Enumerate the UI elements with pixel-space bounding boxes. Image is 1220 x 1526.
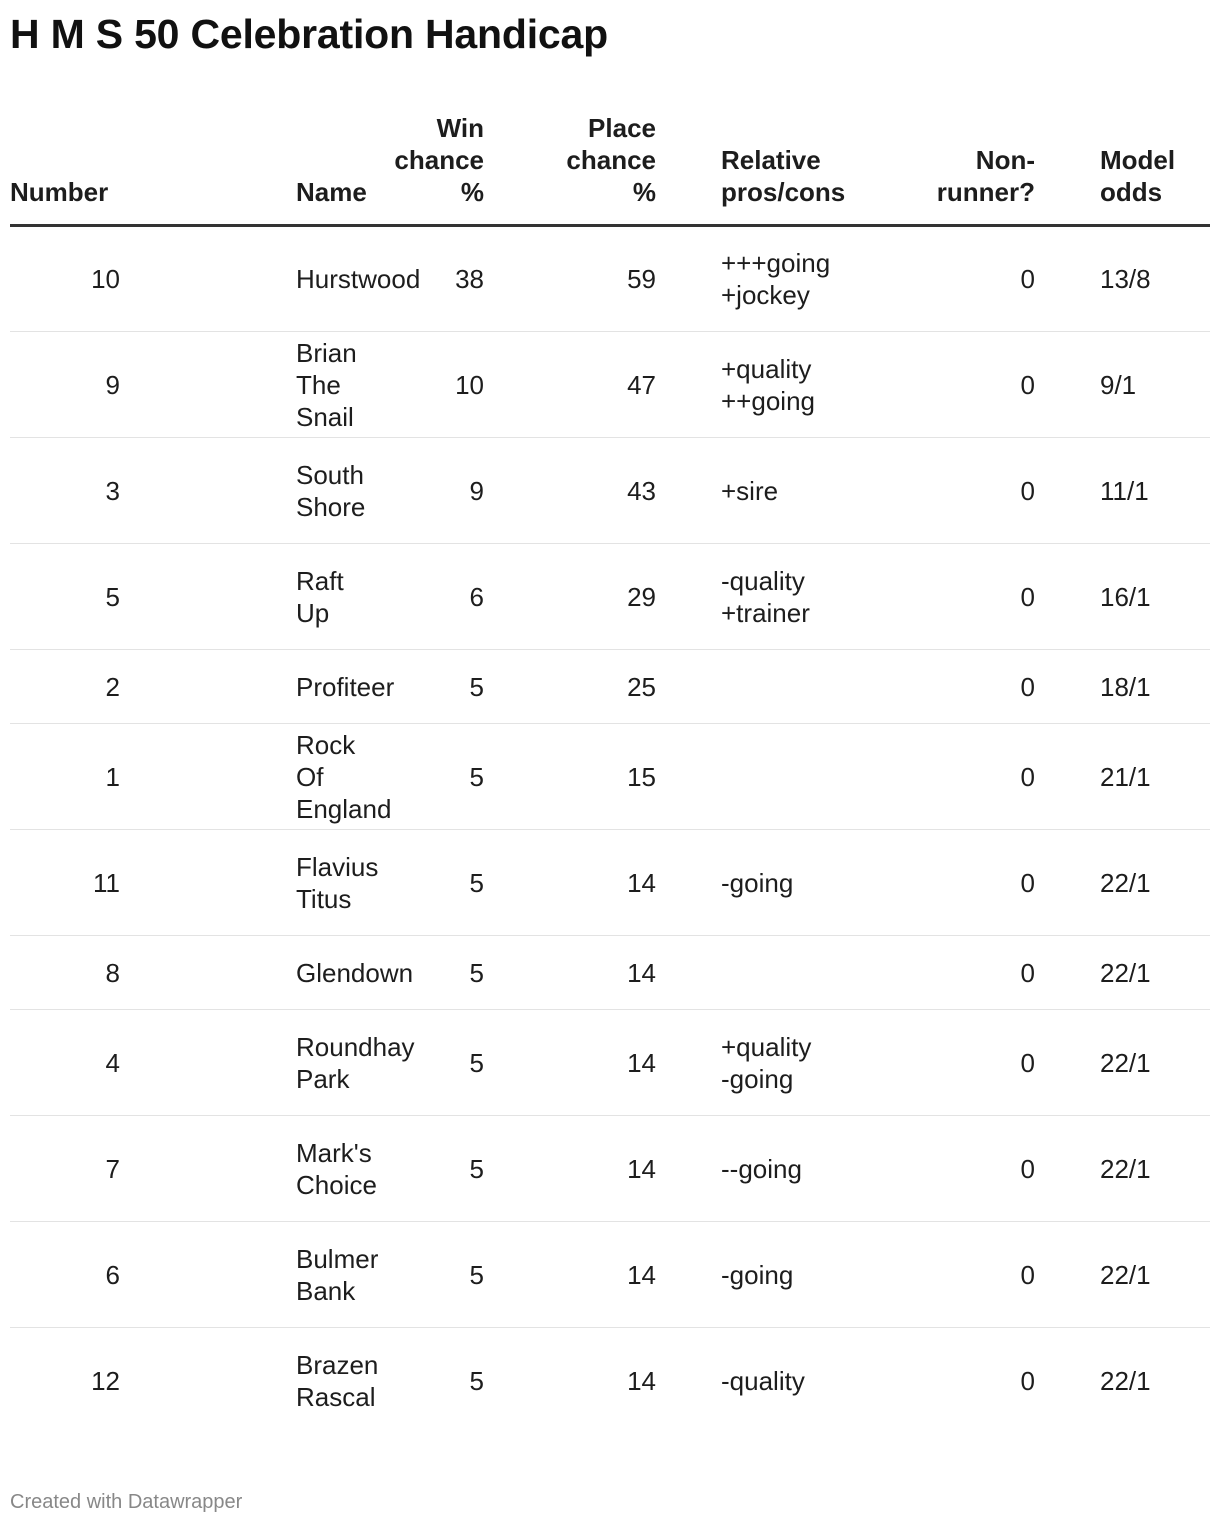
cell-model-odds xyxy=(1043,650,1210,724)
cell-number xyxy=(10,650,186,724)
cell-number xyxy=(10,1010,186,1116)
cell-name xyxy=(186,650,395,724)
footer-credit: Created with Datawrapper xyxy=(10,1491,243,1513)
cell-text: +++going +jockey xyxy=(721,248,831,310)
cell-text: Mark's Choice xyxy=(296,1137,377,1200)
cell-pros-cons xyxy=(666,332,871,438)
cell-non-runner xyxy=(871,650,1043,724)
cell-non-runner xyxy=(871,544,1043,650)
column-header-label: Number xyxy=(10,177,109,207)
cell-pros-cons xyxy=(666,226,871,332)
cell-place-chance xyxy=(494,544,666,650)
cell-text: -quality +trainer xyxy=(721,565,810,628)
cell-pros-cons xyxy=(666,1222,871,1328)
cell-text: +sire xyxy=(721,475,779,506)
cell-text: Brian The Snail xyxy=(296,337,357,432)
cell-text: 22/1 xyxy=(1100,1047,1151,1078)
cell-text: 5 xyxy=(469,1365,484,1396)
cell-model-odds xyxy=(1043,1116,1210,1222)
cell-text: 14 xyxy=(627,1365,656,1396)
cell-text: Hurstwood xyxy=(296,264,421,294)
cell-text: -going xyxy=(721,867,794,898)
cell-text: 0 xyxy=(1020,1259,1035,1290)
cell-text: 5 xyxy=(469,1153,484,1184)
cell-name xyxy=(186,936,414,1010)
cell-text: 14 xyxy=(627,1047,656,1078)
cell-number xyxy=(10,544,186,650)
column-header-label: Model odds xyxy=(1100,145,1176,207)
cell-text: 22/1 xyxy=(1100,867,1151,898)
cell-name xyxy=(186,226,421,332)
cell-text: 0 xyxy=(1020,581,1035,612)
cell-name xyxy=(186,830,379,936)
cell-text: 5 xyxy=(469,957,484,988)
cell-text: 22/1 xyxy=(1100,1259,1151,1290)
cell-model-odds xyxy=(1043,226,1210,332)
cell-number xyxy=(10,936,186,1010)
cell-text: 9 xyxy=(469,475,484,506)
cell-text: 14 xyxy=(627,957,656,988)
cell-text: +quality ++going xyxy=(721,353,815,416)
cell-win-chance xyxy=(376,1222,494,1328)
cell-pros-cons xyxy=(666,438,871,544)
cell-model-odds xyxy=(1043,1010,1210,1116)
column-header-label: Non- runner? xyxy=(936,145,1035,207)
cell-text: 0 xyxy=(1020,1153,1035,1184)
cell-place-chance xyxy=(494,332,666,438)
cell-pros-cons xyxy=(666,1328,871,1434)
cell-text: 3 xyxy=(105,475,120,506)
cell-text: Roundhay Park xyxy=(296,1031,415,1094)
cell-pros-cons xyxy=(666,650,871,724)
cell-text: 5 xyxy=(105,581,120,612)
cell-name xyxy=(186,544,376,650)
cell-win-chance xyxy=(376,1010,494,1116)
cell-place-chance xyxy=(494,1328,666,1434)
cell-text: 2 xyxy=(105,671,120,702)
cell-win-chance xyxy=(376,544,494,650)
cell-number xyxy=(10,1116,186,1222)
cell-text: 11/1 xyxy=(1100,475,1149,506)
cell-name xyxy=(186,1222,379,1328)
cell-model-odds xyxy=(1043,544,1210,650)
table-row xyxy=(10,438,1210,544)
cell-text: 9/1 xyxy=(1100,369,1137,400)
cell-model-odds xyxy=(1043,1328,1210,1434)
cell-text: 5 xyxy=(469,671,484,702)
column-header-label: Win chance % xyxy=(394,113,484,207)
cell-text: 11 xyxy=(93,867,120,898)
cell-pros-cons xyxy=(666,724,871,830)
cell-text: 15 xyxy=(627,761,656,792)
table-row xyxy=(10,1010,1210,1116)
table-row xyxy=(10,724,1210,830)
cell-non-runner xyxy=(871,438,1043,544)
cell-model-odds xyxy=(1043,936,1210,1010)
cell-pros-cons xyxy=(666,544,871,650)
cell-text: 9 xyxy=(105,369,120,400)
cell-text: 0 xyxy=(1020,761,1035,792)
cell-text: 29 xyxy=(627,581,656,612)
column-header-model-odds xyxy=(1043,112,1210,226)
cell-text: 43 xyxy=(627,475,656,506)
cell-non-runner xyxy=(871,724,1043,830)
table-row xyxy=(10,830,1210,936)
cell-text: 47 xyxy=(627,369,656,400)
cell-text: 38 xyxy=(455,264,484,294)
cell-pros-cons xyxy=(666,936,871,1010)
table-header-row xyxy=(10,112,1210,226)
cell-number xyxy=(10,1328,186,1434)
table-row xyxy=(10,936,1210,1010)
cell-text: 0 xyxy=(1020,1365,1035,1396)
cell-text: 22/1 xyxy=(1100,957,1151,988)
cell-text: 16/1 xyxy=(1100,581,1151,612)
cell-text: 0 xyxy=(1020,671,1035,702)
cell-number xyxy=(10,332,186,438)
cell-model-odds xyxy=(1043,1222,1210,1328)
cell-text: South Shore xyxy=(296,459,366,522)
cell-text: Glendown xyxy=(296,957,414,988)
cell-text: Profiteer xyxy=(296,671,395,702)
cell-text: 18/1 xyxy=(1100,671,1151,702)
chart-title: H M S 50 Celebration Handicap xyxy=(10,11,608,57)
cell-text: 5 xyxy=(469,1047,484,1078)
cell-place-chance xyxy=(494,830,666,936)
cell-place-chance xyxy=(494,650,666,724)
cell-text: 25 xyxy=(627,671,656,702)
cell-text: 0 xyxy=(1020,475,1035,506)
cell-text: 1 xyxy=(105,761,120,792)
table-row xyxy=(10,650,1210,724)
cell-text: 21/1 xyxy=(1100,761,1151,792)
cell-name xyxy=(186,1010,415,1116)
cell-text: +quality -going xyxy=(721,1031,812,1094)
cell-non-runner xyxy=(871,1222,1043,1328)
cell-number xyxy=(10,1222,186,1328)
cell-text: 7 xyxy=(105,1153,120,1184)
cell-place-chance xyxy=(494,724,666,830)
cell-name xyxy=(186,1328,379,1434)
cell-text: 59 xyxy=(627,264,656,294)
cell-text: 6 xyxy=(105,1259,120,1290)
table-row xyxy=(10,544,1210,650)
cell-text: Rock Of England xyxy=(296,729,392,824)
cell-pros-cons xyxy=(666,1116,871,1222)
odds-table xyxy=(10,112,1210,1434)
cell-name xyxy=(186,332,376,438)
cell-place-chance xyxy=(494,226,666,332)
cell-non-runner xyxy=(871,1328,1043,1434)
cell-text: --going xyxy=(721,1153,802,1184)
cell-text: -going xyxy=(721,1259,794,1290)
cell-win-chance xyxy=(376,438,494,544)
column-header-pros-cons xyxy=(666,112,871,226)
table-row xyxy=(10,1116,1210,1222)
cell-text: Flavius Titus xyxy=(296,851,379,914)
cell-text: 13/8 xyxy=(1100,264,1151,294)
cell-name xyxy=(186,1116,376,1222)
cell-text: 14 xyxy=(627,867,656,898)
cell-text: 5 xyxy=(469,1259,484,1290)
table-row xyxy=(10,1328,1210,1434)
cell-model-odds xyxy=(1043,438,1210,544)
cell-place-chance xyxy=(494,1010,666,1116)
column-header-non-runner xyxy=(871,112,1043,226)
column-header-label: Place chance % xyxy=(566,113,656,207)
cell-win-chance xyxy=(376,1328,494,1434)
cell-model-odds xyxy=(1043,332,1210,438)
cell-non-runner xyxy=(871,1116,1043,1222)
cell-model-odds xyxy=(1043,830,1210,936)
cell-win-chance xyxy=(376,1116,494,1222)
column-header-win-chance xyxy=(376,112,494,226)
cell-place-chance xyxy=(494,438,666,544)
cell-text: 12 xyxy=(91,1365,120,1396)
cell-text: 22/1 xyxy=(1100,1365,1151,1396)
cell-text: Raft Up xyxy=(296,565,344,628)
table-row xyxy=(10,226,1210,332)
cell-win-chance xyxy=(376,724,494,830)
column-header-place-chance xyxy=(494,112,666,226)
cell-place-chance xyxy=(494,936,666,1010)
cell-place-chance xyxy=(494,1222,666,1328)
table-body xyxy=(10,226,1210,1434)
cell-win-chance xyxy=(376,332,494,438)
table-row xyxy=(10,1222,1210,1328)
cell-text: 14 xyxy=(627,1153,656,1184)
cell-text: 6 xyxy=(469,581,484,612)
cell-text: 10 xyxy=(91,264,120,294)
cell-non-runner xyxy=(871,332,1043,438)
column-header-name xyxy=(186,112,376,226)
cell-number xyxy=(10,438,186,544)
cell-text: 5 xyxy=(469,867,484,898)
cell-pros-cons xyxy=(666,1010,871,1116)
cell-number xyxy=(10,830,186,936)
cell-text: 0 xyxy=(1020,957,1035,988)
cell-pros-cons xyxy=(666,830,871,936)
cell-place-chance xyxy=(494,1116,666,1222)
table-row xyxy=(10,332,1210,438)
cell-model-odds xyxy=(1043,724,1210,830)
cell-number xyxy=(10,724,186,830)
cell-text: 0 xyxy=(1020,369,1035,400)
cell-text: 4 xyxy=(105,1047,120,1078)
cell-text: 0 xyxy=(1020,1047,1035,1078)
cell-win-chance xyxy=(376,830,494,936)
cell-non-runner xyxy=(871,1010,1043,1116)
cell-text: 8 xyxy=(105,957,120,988)
cell-text: Bulmer Bank xyxy=(296,1243,379,1306)
cell-number xyxy=(10,226,186,332)
cell-name xyxy=(186,438,376,544)
cell-non-runner xyxy=(871,830,1043,936)
column-header-label: Name xyxy=(296,177,367,207)
cell-non-runner xyxy=(871,936,1043,1010)
cell-non-runner xyxy=(871,226,1043,332)
cell-name xyxy=(186,724,392,830)
column-header-number xyxy=(10,112,186,226)
cell-text: 22/1 xyxy=(1100,1153,1151,1184)
cell-text: 0 xyxy=(1020,867,1035,898)
cell-text: 0 xyxy=(1020,264,1035,294)
cell-text: 10 xyxy=(455,369,484,400)
cell-text: Brazen Rascal xyxy=(296,1349,379,1412)
cell-text: 14 xyxy=(627,1259,656,1290)
column-header-label: Relative pros/cons xyxy=(721,145,846,207)
cell-text: 5 xyxy=(469,761,484,792)
cell-text: -quality xyxy=(721,1365,805,1396)
